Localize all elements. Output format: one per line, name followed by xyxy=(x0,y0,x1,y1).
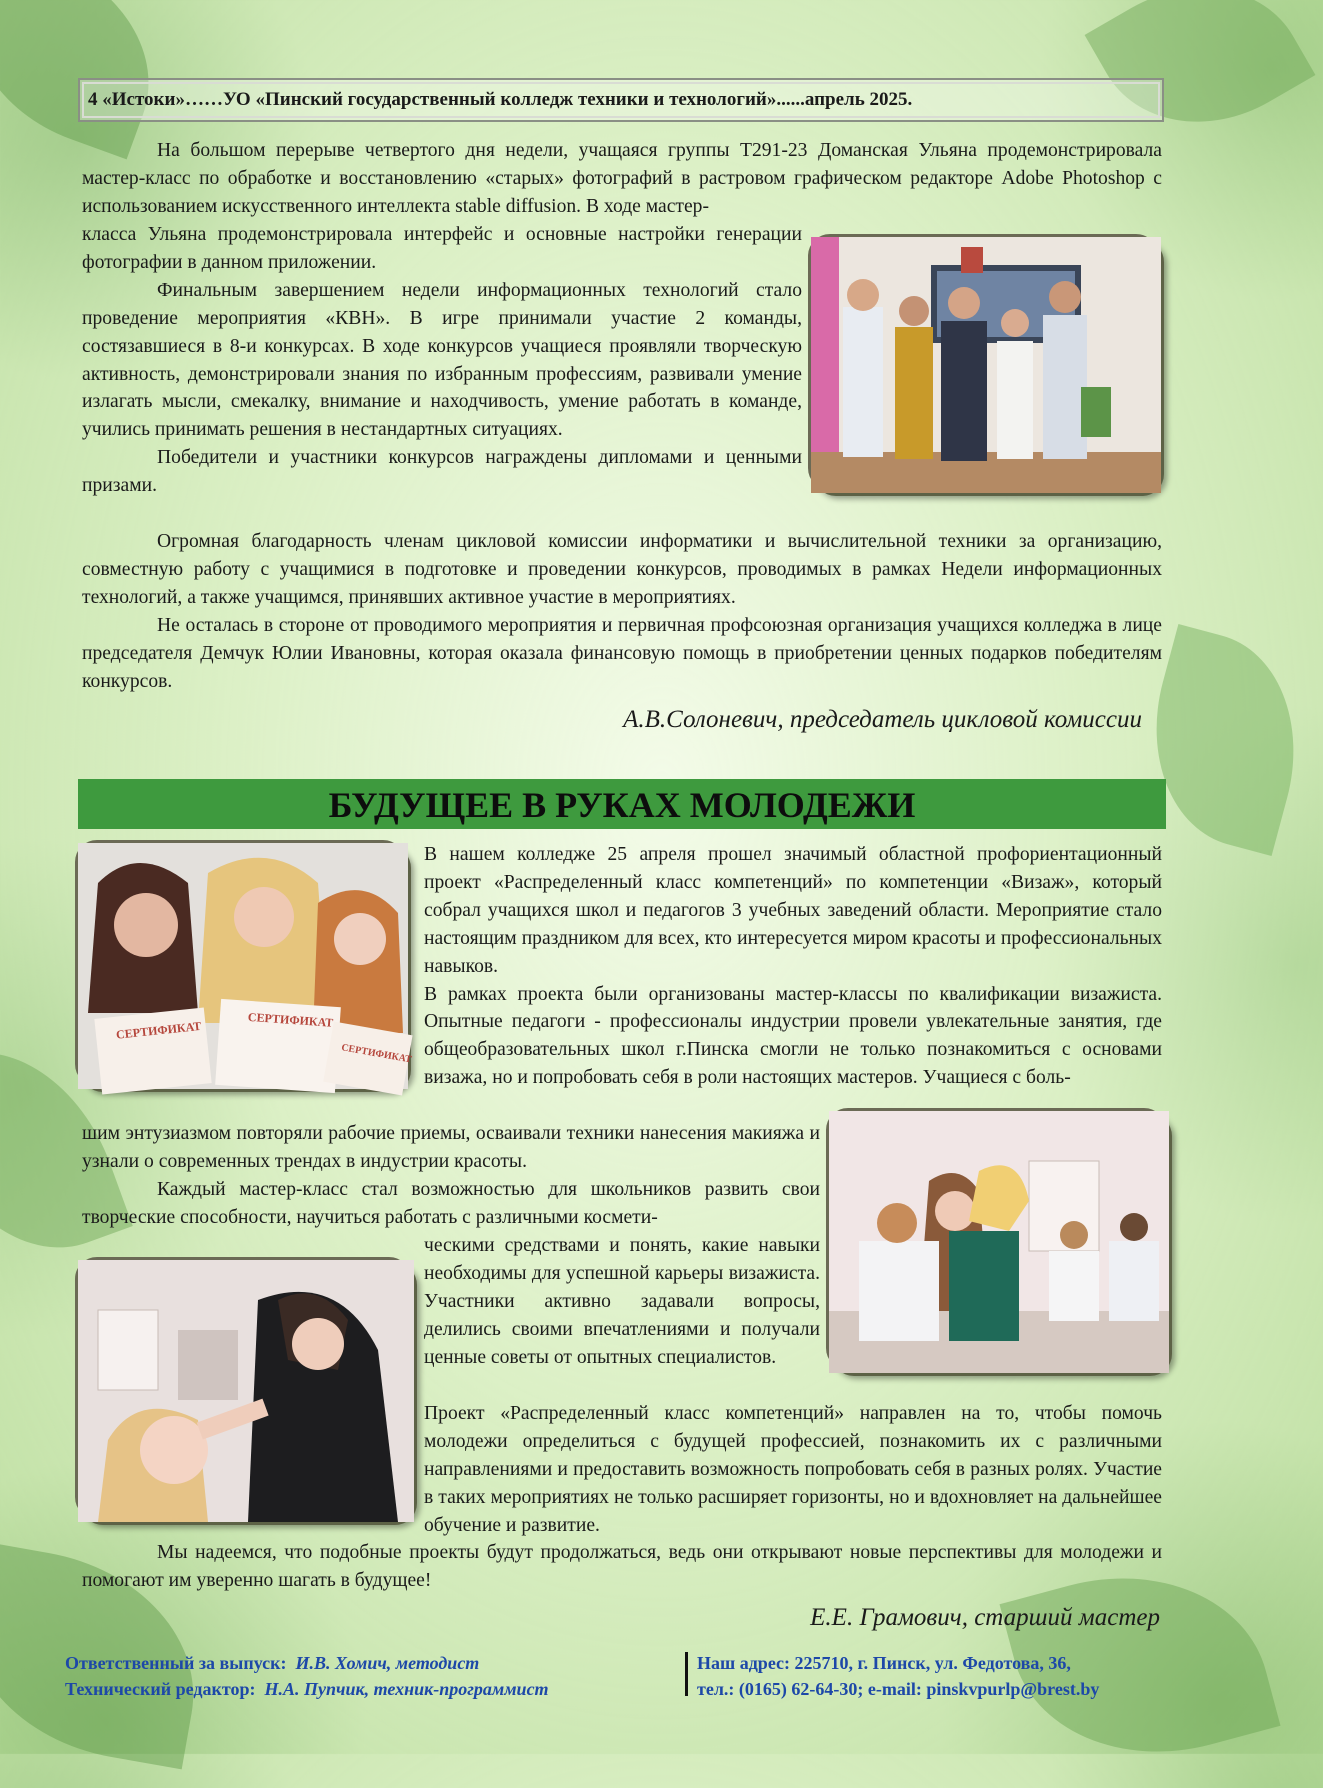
responsible-label: Ответственный за выпуск: xyxy=(65,1653,287,1673)
makeup-class-photo xyxy=(826,1108,1166,1370)
article2-paragraph-5: Мы надеемся, что подобные проекты будут продолжаться, ведь они открывают новые перспективы для молодежи и помогают им уверенно шагать в будущее! xyxy=(82,1542,1162,1591)
certificate-label: СЕРТИФИКАТ xyxy=(340,1042,413,1066)
certificate-label: СЕРТИФИКАТ xyxy=(247,1009,334,1030)
article2-bottom xyxy=(424,1400,1162,1540)
article2-paragraph-2-cont: шим энтузиазмом повторяли рабочие приемы, осваивали техники нанесения макияжа и узнали о современных трендах в индустрии красоты. xyxy=(82,1123,820,1172)
article1-paragraph-1: На большом перерыве четвертого дня недели, учащаяся группы Т291-23 Доманская Ульяна продемонстрировала мастер-класс по обработке и восстановлению «старых» фотографий в растровом графическом редакторе Adobe Photoshop с использованием искусственного интеллекта stable diffusion. В ходе мастер- xyxy=(82,140,1162,217)
article1-paragraph-1-cont: класса Ульяна продемонстрировала интерфейс и основные настройки генерации фотографии в данном приложении. xyxy=(82,224,802,273)
footer-phone-email: тел.: (0165) 62-64-30; e-mail: pinskvpurlp@brest.by xyxy=(697,1679,1100,1699)
article2-mid xyxy=(82,1120,820,1232)
article1-signature: А.В.Солоневич, председатель цикловой комиссии xyxy=(623,706,1142,733)
footer-divider xyxy=(685,1652,688,1696)
article2-signature: Е.Е. Грамович, старший мастер xyxy=(810,1604,1160,1631)
article2-paragraph-3: Каждый мастер-класс стал возможностью для школьников развить свои творческие способности, научиться работать с различными космети- xyxy=(82,1178,820,1228)
article1-paragraph-3: Победители и участники конкурсов награждены дипломами и ценными призами. xyxy=(82,447,802,497)
article2-paragraph-2: В рамках проекта были организованы мастер-классы по квалификации визажиста. Опытные педагоги - профессионалы индустрии провели увлекательные занятия, где общеобразовательных школ г.Пинска смогли не только познакомиться с основами визажа, но и попробовать себя в роли настоящих мастеров. Учащиеся с боль- xyxy=(424,983,1162,1089)
kvn-team-photo xyxy=(808,234,1158,490)
footer-address: Наш адрес: 225710, г. Пинск, ул. Федотова, 36, xyxy=(697,1653,1071,1673)
article2-title: БУДУЩЕЕ В РУКАХ МОЛОДЕЖИ xyxy=(78,779,1166,829)
article2-paragraph-4: Проект «Распределенный класс компетенций» направлен на то, чтобы помочь молодежи определиться с будущей профессией, познакомить их с различными направлениями и предоставить возможность попробовать себя в разных ролях. Участие в таких мероприятиях не только расширяет горизонты, но и вдохновляет на дальнейшее обучение и развитие. xyxy=(424,1403,1162,1536)
article1-paragraph-4: Огромная благодарность членам цикловой комиссии информатики и вычислительной техники за организацию, совместную работу с учащимися в подготовке и проведении конкурсов, проводимых в рамках Недели информационных технологий, а также учащимся, принявших активное участие в мероприятиях. xyxy=(82,531,1162,608)
article1-intro xyxy=(82,137,1162,221)
article2-paragraph-1: В нашем колледже 25 апреля прошел значимый областной профориентационный проект «Распределенный класс компетенций» по компетенции «Визаж», который собрал учащихся школ и педагогов 3 учебных заведений области. Мероприятие стало настоящим праздником для всех, кто интересуется миром красоты и профессиональных навыков. xyxy=(424,844,1162,977)
article1-body xyxy=(82,221,802,500)
article2-paragraph-3-cont: ческими средствами и понять, какие навыки необходимы для успешной карьеры визажиста. Участники активно задавали вопросы, делились своими впечатлениями и получали ценные советы от опытных специалистов. xyxy=(424,1235,820,1368)
certificate-label: СЕРТИФИКАТ xyxy=(115,1018,202,1042)
footer-responsible xyxy=(65,1650,549,1676)
footer-credits xyxy=(65,1650,549,1702)
tech-editor-name: Н.А. Пупчик, техник-программист xyxy=(264,1679,549,1699)
article1-paragraph-2: Финальным завершением недели информационных технологий стало проведение мероприятия «КВН». В игре принимали участие 2 команды, состязавшиеся в 8-и конкурсах. В ходе конкурсов учащиеся проявляли творческую активность, демонстрировали знания по избранным профессиям, развивали умение излагать мысли, смекалку, внимание и находчивость, умение работать в команде, учились принимать решения в нестандартных ситуациях. xyxy=(82,279,802,441)
article2-final xyxy=(82,1539,1162,1595)
certificates-photo xyxy=(75,840,413,1086)
footer-tech-editor xyxy=(65,1676,549,1702)
article2-mid2 xyxy=(424,1232,820,1372)
responsible-name: И.В. Хомич, методист xyxy=(295,1653,480,1673)
footer-contacts xyxy=(697,1650,1099,1702)
article2-top xyxy=(424,841,1162,1092)
article1-tail xyxy=(82,528,1162,695)
article1-paragraph-5: Не осталась в стороне от проводимого мероприятия и первичная профсоюзная организация учащихся колледжа в лице председателя Демчук Юлии Ивановны, которая оказала финансовую помощь в приобретении ценных подарков победителям конкурсов. xyxy=(82,614,1162,692)
tech-editor-label: Технический редактор: xyxy=(65,1679,256,1699)
issue-header: 4 «Истоки»……УО «Пинский государственный колледж техники и технологий»......апрель 2025. xyxy=(78,78,1164,122)
makeup-closeup-photo xyxy=(75,1257,411,1519)
